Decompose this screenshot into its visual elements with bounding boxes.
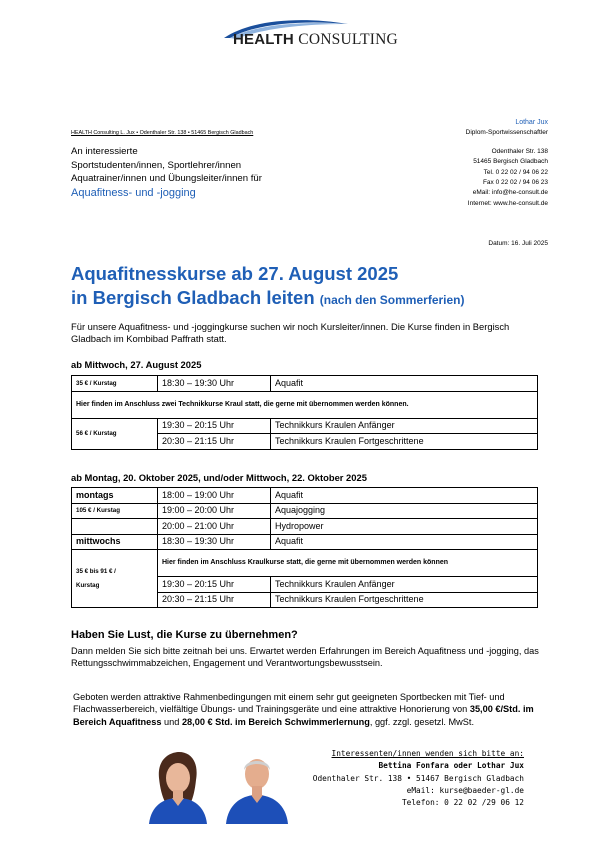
body-text: und <box>161 716 182 727</box>
day-cell: montags <box>72 488 158 504</box>
time-cell: 19:30 – 20:15 Uhr <box>158 418 271 434</box>
table-row <box>72 519 538 535</box>
sender-tel: Tel. 0 22 02 / 94 06 22 <box>483 168 548 176</box>
contact-heading: Interessenten/innen wenden sich bitte an: <box>331 749 524 758</box>
time-cell: 18:30 – 19:30 Uhr <box>158 376 271 392</box>
course-cell: Technikkurs Kraulen Fortgeschrittene <box>271 434 538 450</box>
contact-names: Bettina Fonfara oder Lothar Jux <box>378 761 524 771</box>
title-suffix: (nach den Sommerferien) <box>319 293 465 307</box>
empty-cell <box>72 519 158 535</box>
course-cell: Technikkurs Kraulen Anfänger <box>271 577 538 593</box>
table-row <box>72 488 538 504</box>
sender-email: eMail: info@he-consult.de <box>472 189 548 197</box>
body-paragraph-1: Dann melden Sie sich bitte zeitnah bei uns. Erwartet werden Erfahrungen im Bereich Aquafitness und -jogging, das Rettungsschwimmabzeichen, Engagement und Verantwortungsbewusstsein. <box>71 646 539 669</box>
sender-info-block <box>466 118 548 209</box>
table-row <box>72 391 538 418</box>
company-logo <box>214 18 398 58</box>
time-cell: 18:30 – 19:30 Uhr <box>158 534 271 550</box>
table-row <box>72 503 538 519</box>
course-cell: Hydropower <box>271 519 538 535</box>
course-cell: Aquafit <box>271 534 538 550</box>
sender-return-line: HEALTH Consulting L. Jux • Odenthaler Str. 138 • 51465 Bergisch Gladbach <box>71 130 254 136</box>
course-cell: Technikkurs Kraulen Anfänger <box>271 418 538 434</box>
table-row <box>72 534 538 550</box>
addressee-line: Aquatrainer/innen und Übungsleiter/innen für <box>71 173 262 184</box>
intro-text: Für unsere Aquafitness- und -joggingkurse suchen wir noch Kursleiter/innen. Die Kurse finden in Bergisch Gladbach im Kombibad Paffrath statt. <box>71 321 510 345</box>
sender-street: Odenthaler Str. 138 <box>491 147 548 155</box>
photo-woman <box>143 748 213 824</box>
price-line: Kurstag <box>76 581 100 589</box>
price-cell: 35 € / Kurstag <box>72 376 158 392</box>
contact-phone: Telefon: 0 22 02 /29 06 12 <box>401 798 524 808</box>
table-row <box>72 418 538 434</box>
letter-date: Datum: 16. Juli 2025 <box>488 240 548 247</box>
course-cell: Aquafit <box>271 376 538 392</box>
section2-title: ab Montag, 20. Oktober 2025, und/oder Mittwoch, 22. Oktober 2025 <box>71 472 367 483</box>
course-cell: Aquafit <box>271 488 538 504</box>
body-rate-swimming: 28,00 € Std. im Bereich Schwimmerlernung <box>181 716 370 727</box>
contact-email: eMail: kurse@baeder-gl.de <box>406 785 524 795</box>
body-paragraph-2 <box>73 691 543 728</box>
logo-text: HEALTH CONSULTING <box>233 31 398 48</box>
course-cell: Technikkurs Kraulen Fortgeschrittene <box>271 592 538 608</box>
photo-man <box>222 748 292 824</box>
price-cell: 105 € / Kurstag <box>72 503 158 519</box>
time-cell: 19:30 – 20:15 Uhr <box>158 577 271 593</box>
body-text: , ggf. zzgl. gesetzl. MwSt. <box>369 716 475 727</box>
sender-internet: Internet: www.he-consult.de <box>467 199 548 207</box>
time-cell: 20:30 – 21:15 Uhr <box>158 434 271 450</box>
time-cell: 18:00 – 19:00 Uhr <box>158 488 271 504</box>
day-cell: mittwochs <box>72 534 158 550</box>
body-rate-aquafitness: 35,00 €/Std. im Bereich Aquafitness <box>73 704 534 727</box>
price-line: 35 € bis 91 € / <box>76 567 116 575</box>
time-cell: 19:00 – 20:00 Uhr <box>158 503 271 519</box>
time-cell: 20:00 – 21:00 Uhr <box>158 519 271 535</box>
addressee-block <box>71 145 262 201</box>
addressee-line: An interessierte <box>71 146 138 157</box>
schedule-table-2 <box>71 487 538 608</box>
body-text: Geboten werden attraktive Rahmenbedingungen mit einem sehr gut geeigneten Sportbecken mit Tief- und Flachwasserbereich, vielfältige Übungs- und Trainingsgeräte und eine attraktive Honorierung von <box>73 692 505 715</box>
table-row <box>72 550 538 577</box>
addressee-line: Sportstudenten/innen, Sportlehrer/innen <box>71 159 242 171</box>
schedule-table-1 <box>71 375 538 450</box>
title-line-2: in Bergisch Gladbach leiten <box>71 287 315 308</box>
title-line-1: Aquafitnesskurse ab 27. August 2025 <box>71 263 399 284</box>
note-cell: Hier finden im Anschluss Kraulkurse statt, die gerne mit übernommen werden können <box>158 550 538 577</box>
question-heading: Haben Sie Lust, die Kurse zu übernehmen? <box>71 629 298 641</box>
addressee-course: Aquafitness- und -jogging <box>71 186 196 199</box>
sender-name: Lothar Jux <box>515 119 548 126</box>
contact-address: Odenthaler Str. 138 • 51467 Bergisch Gladbach <box>312 773 524 783</box>
page-title <box>71 262 465 312</box>
note-cell: Hier finden im Anschluss zwei Technikkurse Kraul statt, die gerne mit übernommen werden können. <box>72 391 538 418</box>
sender-fax: Fax 0 22 02 / 94 06 23 <box>482 179 548 187</box>
sender-title: Diplom-Sportwissenschaftler <box>465 129 548 137</box>
section1-title: ab Mittwoch, 27. August 2025 <box>71 359 202 370</box>
course-cell: Aquajogging <box>271 503 538 519</box>
sender-city: 51465 Bergisch Gladbach <box>473 158 548 166</box>
contact-block <box>313 748 524 809</box>
time-cell: 20:30 – 21:15 Uhr <box>158 592 271 608</box>
table-row <box>72 376 538 392</box>
price-cell <box>72 550 158 608</box>
price-cell: 56 € / Kurstag <box>72 418 158 449</box>
